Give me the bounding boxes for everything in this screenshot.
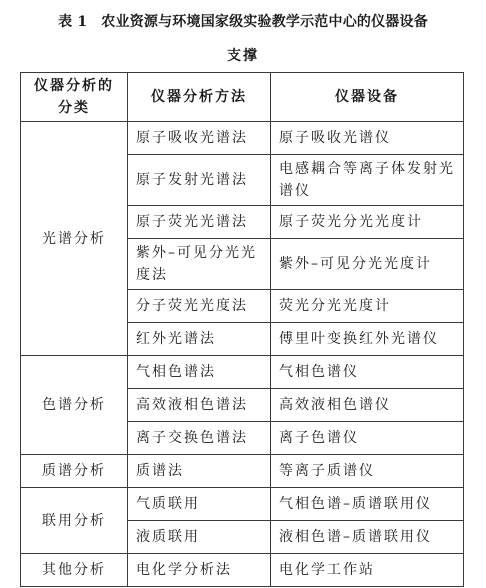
device-cell: 气相色谱仪 xyxy=(271,356,464,389)
device-cell: 高效液相色谱仪 xyxy=(271,389,464,422)
device-cell: 离子色谱仪 xyxy=(271,422,464,455)
caption-title: 农业资源与环境国家级实验教学示范中心的仪器设备 xyxy=(101,14,428,30)
method-cell: 原子荧光光谱法 xyxy=(128,206,271,239)
caption-line-1 xyxy=(0,8,486,36)
method-cell: 质谱法 xyxy=(128,455,271,488)
method-cell: 电化学分析法 xyxy=(128,554,271,587)
device-cell: 荧光分光光度计 xyxy=(271,290,464,323)
device-cell: 气相色谱–质谱联用仪 xyxy=(271,488,464,521)
device-cell: 傅里叶变换红外光谱仪 xyxy=(271,323,464,356)
device-cell: 等离子质谱仪 xyxy=(271,455,464,488)
table-row xyxy=(21,455,464,488)
device-cell: 紫外–可见分光光度计 xyxy=(271,239,464,290)
header-row xyxy=(21,73,464,122)
method-cell: 气质联用 xyxy=(128,488,271,521)
category-cell: 光谱分析 xyxy=(21,122,128,356)
table-number: 表 1 xyxy=(58,14,88,30)
method-cell: 红外光谱法 xyxy=(128,323,271,356)
table-header xyxy=(21,73,464,122)
table-body xyxy=(21,122,464,587)
category-cell: 质谱分析 xyxy=(21,455,128,488)
method-cell: 原子吸收光谱法 xyxy=(128,122,271,155)
method-cell: 气相色谱法 xyxy=(128,356,271,389)
table-row xyxy=(21,488,464,521)
header-category-line-1: 仪器分析的 xyxy=(34,78,114,94)
table-row xyxy=(21,122,464,155)
category-cell: 色谱分析 xyxy=(21,356,128,455)
method-cell: 紫外–可见分光光度法 xyxy=(128,239,271,290)
device-cell: 电化学工作站 xyxy=(271,554,464,587)
method-cell: 高效液相色谱法 xyxy=(128,389,271,422)
header-device: 仪器设备 xyxy=(271,73,464,122)
method-cell: 液质联用 xyxy=(128,521,271,554)
device-cell: 原子荧光分光光度计 xyxy=(271,206,464,239)
method-cell: 原子发射光谱法 xyxy=(128,155,271,206)
device-cell: 电感耦合等离子体发射光谱仪 xyxy=(271,155,464,206)
category-cell: 其他分析 xyxy=(21,554,128,587)
table-caption xyxy=(0,8,486,70)
table-row xyxy=(21,356,464,389)
method-cell: 离子交换色谱法 xyxy=(128,422,271,455)
header-category-line-2: 分类 xyxy=(58,100,90,116)
method-cell: 分子荧光光度法 xyxy=(128,290,271,323)
header-method: 仪器分析方法 xyxy=(128,73,271,122)
category-cell: 联用分析 xyxy=(21,488,128,554)
caption-title-continued: 支撑 xyxy=(227,48,259,64)
device-cell: 原子吸收光谱仪 xyxy=(271,122,464,155)
device-cell: 液相色谱–质谱联用仪 xyxy=(271,521,464,554)
table-row xyxy=(21,554,464,587)
header-category xyxy=(21,73,128,122)
instrument-table xyxy=(20,72,464,587)
